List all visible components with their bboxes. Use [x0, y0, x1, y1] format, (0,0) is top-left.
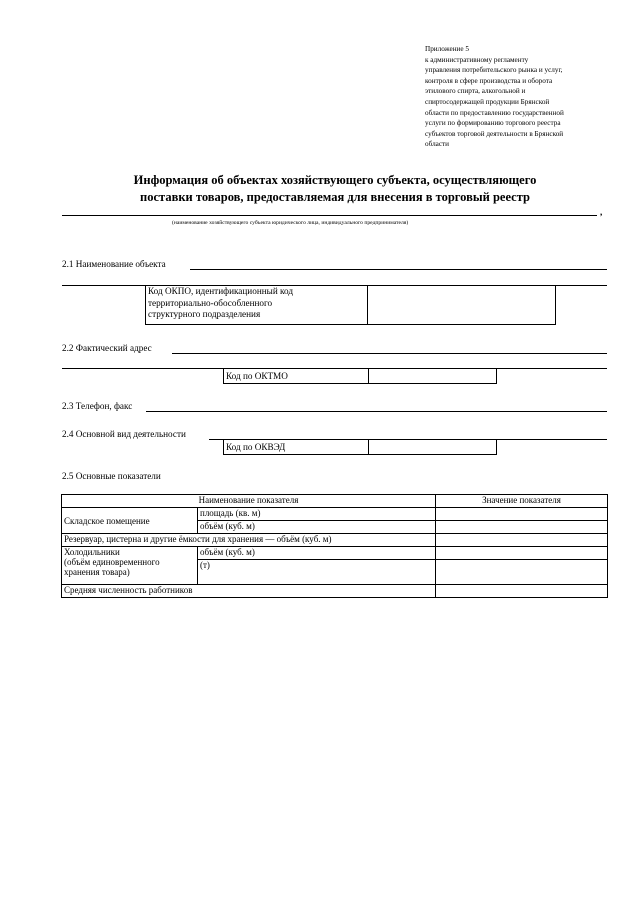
table-row [62, 495, 608, 508]
table-row [62, 534, 608, 547]
fridge-tons-label: (т) [198, 560, 436, 585]
reservoir-value-cell[interactable] [436, 534, 608, 547]
appendix-line: этилового спирта, алкогольной и [425, 87, 526, 96]
table-row [62, 585, 608, 598]
fridge-volume-value-cell[interactable] [436, 547, 608, 560]
fridge-label-line: (объём единовременного [64, 557, 160, 567]
employees-value-cell[interactable] [436, 585, 608, 598]
appendix-line: к административному регламенту [425, 55, 529, 64]
employees-label: Средняя численность работников [62, 585, 436, 598]
appendix-line: субъектов торговой деятельности в Брянской [425, 129, 564, 138]
appendix-note [425, 44, 615, 150]
object-name-label: 2.1 Наименование объекта [62, 259, 166, 269]
title-line-2: поставки товаров, предоставляемая для внесения в торговый реестр [140, 190, 530, 204]
fridge-label-line: хранения товара) [64, 567, 130, 577]
okved-divider [368, 439, 369, 455]
appendix-line: области [425, 140, 450, 149]
appendix-line: спиртосодержащей продукции Брянской [425, 97, 550, 106]
trailing-comma: , [600, 207, 603, 217]
fridge-tons-value-cell[interactable] [436, 560, 608, 585]
table-row [62, 547, 608, 560]
reservoir-label: Резервуар, цистерна и другие ёмкости для хранения — объём (куб. м) [62, 534, 436, 547]
table-row [62, 508, 608, 521]
area-value-cell[interactable] [436, 508, 608, 521]
okpo-value-field[interactable] [369, 287, 554, 323]
object-name-line[interactable] [190, 269, 607, 270]
fridge-volume-label: объём (куб. м) [198, 547, 436, 560]
oktmo-divider [368, 368, 369, 384]
okved-value-field[interactable] [370, 440, 495, 454]
okpo-label [148, 286, 293, 321]
header-indicator-name: Наименование показателя [62, 495, 436, 508]
okpo-label-line: Код ОКПО, идентификационный код [148, 286, 294, 296]
phone-fax-line[interactable] [146, 411, 607, 412]
fridge-label-line: Холодильники [64, 547, 120, 557]
phone-fax-label: 2.3 Телефон, факс [62, 401, 133, 411]
okved-label: Код по ОКВЭД [226, 442, 286, 452]
oktmo-label: Код по ОКТМО [226, 371, 288, 381]
oktmo-value-field[interactable] [370, 369, 495, 383]
document-title [60, 172, 610, 206]
indicators-table [61, 494, 608, 598]
main-activity-label: 2.4 Основной вид деятельности [62, 429, 186, 439]
volume-label: объём (куб. м) [198, 521, 436, 534]
appendix-line: контроля в сфере производства и оборота [425, 76, 553, 85]
area-label: площадь (кв. м) [198, 508, 436, 521]
actual-address-label: 2.2 Фактический адрес [62, 343, 152, 353]
appendix-line: Приложение 5 [425, 45, 469, 53]
volume-value-cell[interactable] [436, 521, 608, 534]
okpo-label-line: структурного подразделения [148, 309, 261, 319]
okpo-divider [367, 285, 368, 325]
appendix-line: услуги по формированию торгового реестра [425, 119, 561, 128]
key-indicators-label: 2.5 Основные показатели [62, 471, 161, 481]
warehouse-label: Складское помещение [62, 508, 198, 534]
subject-name-line[interactable] [62, 215, 597, 216]
okpo-label-line: территориально-обособленного [148, 297, 273, 308]
subject-caption: (наименование хозяйствующего субъекта юридического лица, индивидуального предпринимателя) [172, 220, 409, 226]
header-indicator-value: Значение показателя [436, 495, 608, 508]
appendix-line: области по предоставлению государственной [425, 108, 564, 117]
appendix-line: управления потребительского рынка и услуг, [425, 66, 563, 75]
title-line-1: Информация об объектах хозяйствующего субъекта, осуществляющего [133, 173, 537, 187]
fridge-label [62, 547, 198, 585]
actual-address-line[interactable] [172, 353, 607, 354]
